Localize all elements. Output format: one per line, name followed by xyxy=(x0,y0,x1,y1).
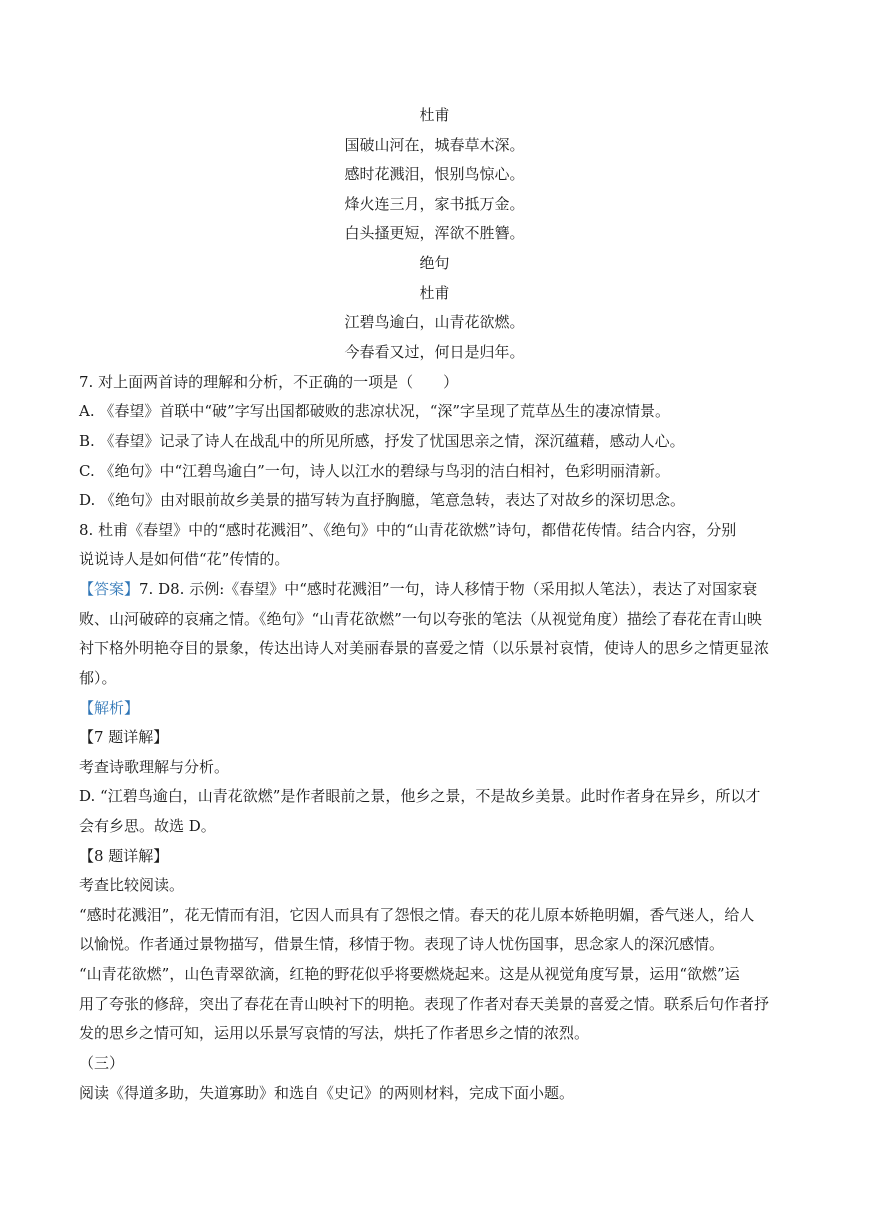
poem1-line: 感时花溅泪，恨别鸟惊心。 xyxy=(344,165,525,183)
question-7-option-a: A. 《春望》首联中“破”字写出国都破败的悲凉状况，“深”字呈现了荒草丛生的凄凉情景。 xyxy=(79,402,671,420)
answer-line: 郁）。 xyxy=(79,669,117,687)
answer-line: 败、山河破碎的哀痛之情。《绝句》“山青花欲燃”一句以夸张的笔法（从视觉角度）描绘了春花在青山映 xyxy=(79,610,762,628)
poem1-line: 烽火连三月，家书抵万金。 xyxy=(344,195,525,213)
q7-detail-line: 考查诗歌理解与分析。 xyxy=(79,758,230,776)
q8-detail-line: “山青花欲燃”，山色青翠欲滴，红艳的野花似乎将要燃烧起来。这是从视觉角度写景，运用“欲燃”运 xyxy=(79,965,740,983)
section-3-intro: 阅读《得道多助，失道寡助》和选自《史记》的两则材料，完成下面小题。 xyxy=(79,1084,575,1102)
q7-detail-heading: 【7 题详解】 xyxy=(79,728,169,746)
poem1-line: 白头搔更短，浑欲不胜簪。 xyxy=(344,224,525,242)
poem2-line: 今春看又过，何日是归年。 xyxy=(344,343,525,361)
poem1-author: 杜甫 xyxy=(419,106,450,124)
answer-line xyxy=(79,579,791,599)
q8-detail-line: “感时花溅泪”，花无情而有泪，它因人而具有了怨恨之情。春天的花儿原本娇艳明媚，香气迷人，给人 xyxy=(79,906,755,924)
q8-detail-heading: 【8 题详解】 xyxy=(79,847,169,865)
analysis-tag: 【解析】 xyxy=(79,699,140,717)
answer-text: 7. D8. 示例:《春望》中“感时花溅泪”一句，诗人移情于物（采用拟人笔法），表达了对国家衰 xyxy=(139,580,758,598)
q7-detail-line: D. “江碧鸟逾白，山青花欲燃”是作者眼前之景，他乡之景，不是故乡美景。此时作者身在异乡，所以才 xyxy=(79,787,761,805)
poem2-author: 杜甫 xyxy=(419,284,450,302)
q8-detail-line: 考查比较阅读。 xyxy=(79,876,185,894)
poem2-line: 江碧鸟逾白，山青花欲燃。 xyxy=(344,313,525,331)
q7-detail-line: 会有乡思。故选 D。 xyxy=(79,817,216,835)
question-7-option-d: D. 《绝句》由对眼前故乡美景的描写转为直抒胸臆，笔意急转，表达了对故乡的深切思念。 xyxy=(79,491,686,509)
poem1-line: 国破山河在，城春草木深。 xyxy=(344,136,525,154)
question-7-option-c: C. 《绝句》中“江碧鸟逾白”一句，诗人以江水的碧绿与鸟羽的洁白相衬，色彩明丽清新。 xyxy=(79,462,670,480)
question-7-stem: 7. 对上面两首诗的理解和分析，不正确的一项是（ ） xyxy=(79,373,459,391)
q8-detail-line: 用了夸张的修辞，突出了春花在青山映衬下的明艳。表现了作者对春天美景的喜爱之情。联系后句作者抒 xyxy=(79,995,770,1013)
answer-line: 衬下格外明艳夺目的景象，传达出诗人对美丽春景的喜爱之情（以乐景衬哀情，使诗人的思乡之情更显浓 xyxy=(79,639,770,657)
poem2-title: 绝句 xyxy=(419,254,450,272)
q8-detail-line: 以愉悦。作者通过景物描写，借景生情，移情于物。表现了诗人忧伤国事，思念家人的深沉感情。 xyxy=(79,935,725,953)
question-7-option-b: B. 《春望》记录了诗人在战乱中的所见所感，抒发了忧国思亲之情，深沉蕴藉，感动人心。 xyxy=(79,432,685,450)
answer-tag: 【答案】 xyxy=(79,580,140,598)
question-8-stem: 8. 杜甫《春望》中的“感时花溅泪”、《绝句》中的“山青花欲燃”诗句，都借花传情。结合内容，分别 xyxy=(79,521,737,539)
q8-detail-line: 发的思乡之情可知，运用以乐景写哀情的写法，烘托了作者思乡之情的浓烈。 xyxy=(79,1024,590,1042)
question-8-stem-cont: 说说诗人是如何借“花”传情的。 xyxy=(79,550,290,568)
section-3-heading: （三） xyxy=(79,1054,125,1072)
